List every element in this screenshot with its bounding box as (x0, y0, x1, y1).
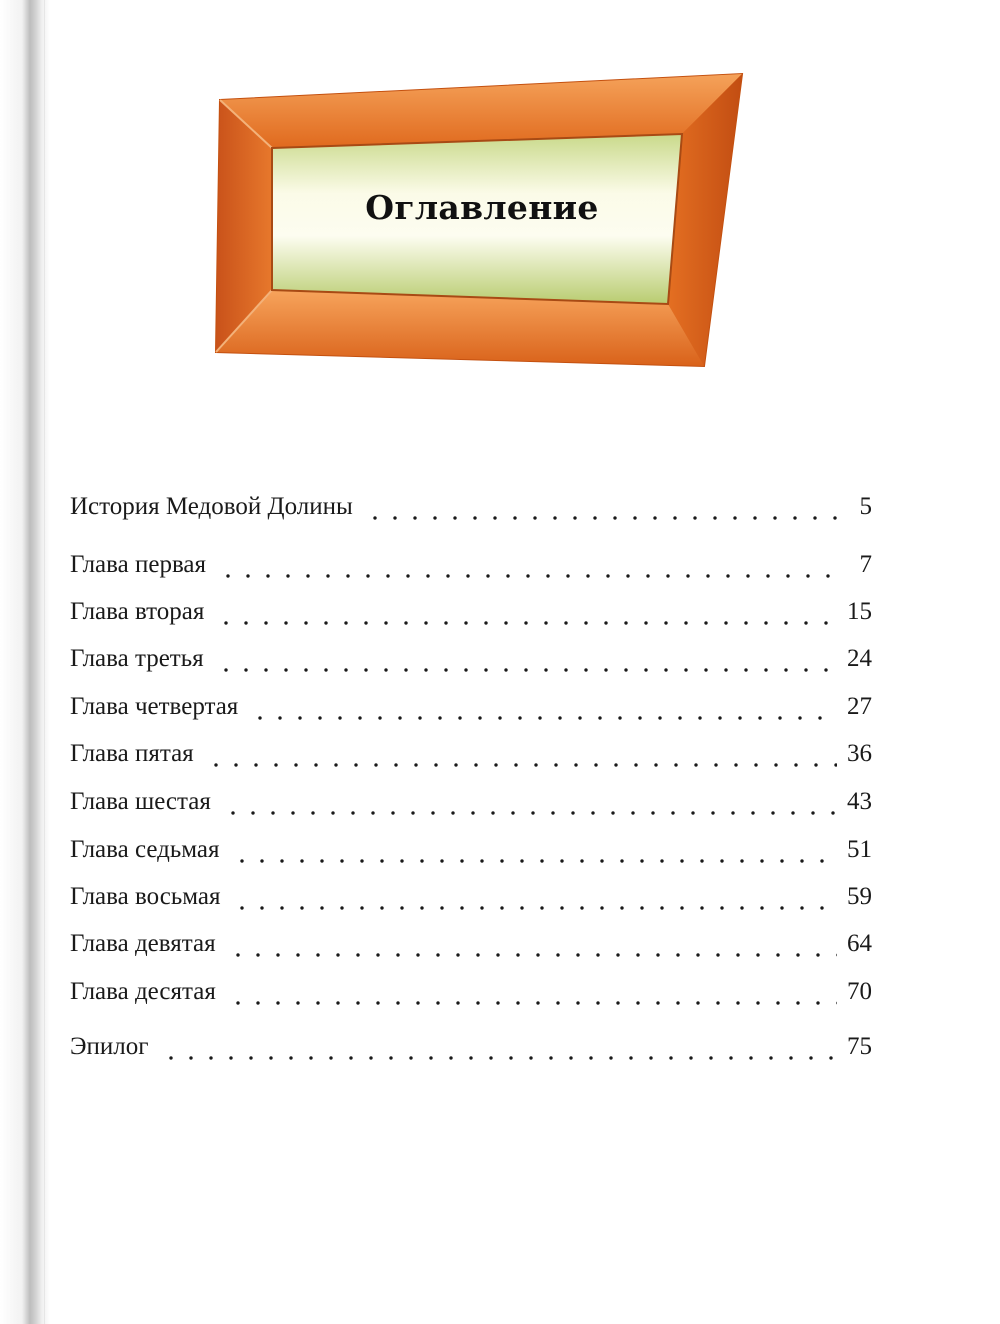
toc-page-number: 36 (847, 740, 872, 767)
toc-row[interactable] (70, 833, 872, 867)
toc-page-number: 5 (859, 493, 872, 520)
toc-entry-label: Глава шестая (70, 788, 211, 815)
toc-page-number: 15 (847, 598, 872, 625)
page-binding-edge (0, 0, 50, 1324)
toc-entry-label: Глава девятая (70, 930, 216, 957)
toc-page-number: 51 (847, 836, 872, 863)
toc-entry-label: Эпилог (70, 1033, 149, 1060)
toc-entry-label: Глава вторая (70, 598, 205, 625)
dot-leader (216, 654, 837, 674)
toc-page-number: 64 (847, 930, 872, 957)
dot-leader (228, 939, 837, 959)
toc-entry-label: Глава восьмая (70, 883, 221, 910)
toc-page-number: 43 (847, 788, 872, 815)
toc-row[interactable] (70, 880, 872, 914)
toc-row[interactable] (70, 642, 872, 676)
dot-leader (206, 749, 837, 769)
toc-page-number: 7 (859, 551, 872, 578)
toc-entry-label: Глава четвертая (70, 693, 239, 720)
dot-leader (218, 560, 844, 580)
toc-page-number: 70 (847, 978, 872, 1005)
dot-leader (161, 1042, 838, 1062)
toc-entry-label: Глава пятая (70, 740, 194, 767)
toc-page-number: 59 (847, 883, 872, 910)
toc-page-number: 27 (847, 693, 872, 720)
toc-row[interactable] (70, 737, 872, 771)
toc-row[interactable] (70, 785, 872, 819)
page-edge-line (44, 0, 45, 1324)
toc-row[interactable] (70, 1030, 872, 1064)
dot-leader (216, 607, 837, 627)
dot-leader (232, 892, 837, 912)
toc-page-number: 24 (847, 645, 872, 672)
toc-entry-label: Глава третья (70, 645, 204, 672)
toc-row[interactable] (70, 548, 872, 582)
dot-leader (223, 797, 837, 817)
toc-page-number: 75 (847, 1033, 872, 1060)
toc-entry-label: Глава десятая (70, 978, 216, 1005)
toc-entry-label: История Медовой Долины (70, 493, 353, 520)
title-frame (212, 68, 752, 368)
page-title: Оглавление (365, 188, 599, 227)
toc-entry-label: Глава первая (70, 551, 207, 578)
dot-leader (232, 845, 838, 865)
toc-row[interactable] (70, 975, 872, 1009)
dot-leader (250, 702, 837, 722)
toc-row[interactable] (70, 490, 872, 524)
dot-leader (365, 502, 844, 522)
toc-entry-label: Глава седьмая (70, 836, 220, 863)
toc-row[interactable] (70, 595, 872, 629)
toc-row[interactable] (70, 690, 872, 724)
dot-leader (228, 987, 837, 1007)
toc-row[interactable] (70, 927, 872, 961)
